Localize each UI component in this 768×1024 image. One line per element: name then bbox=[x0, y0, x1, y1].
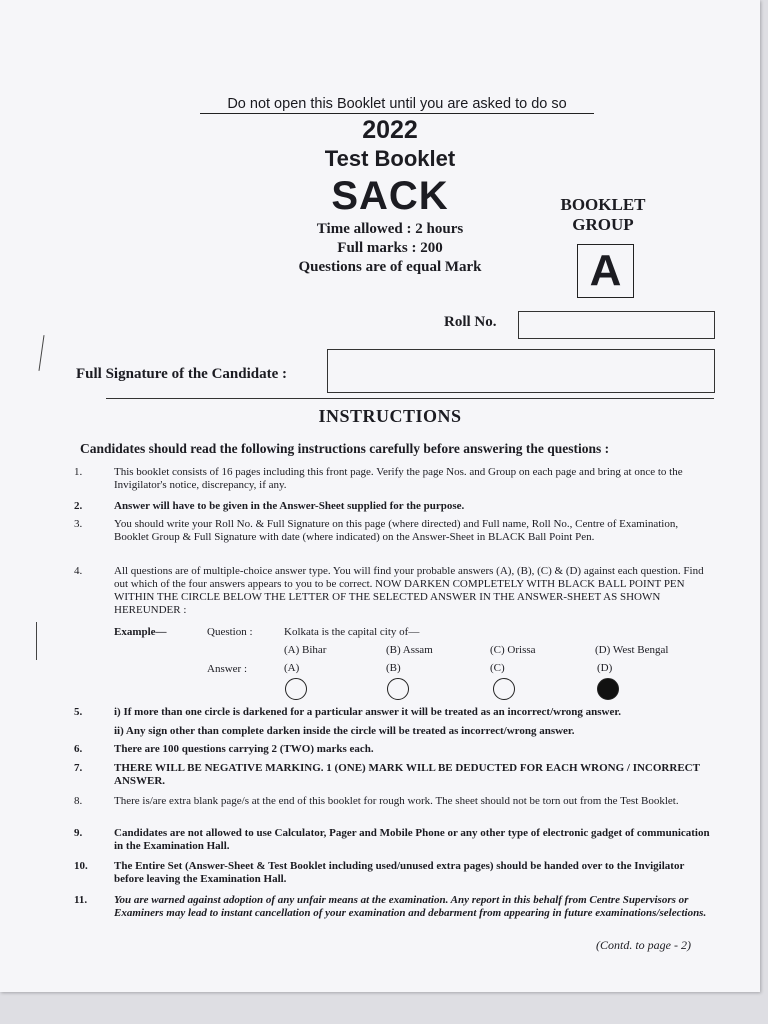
instruction-item bbox=[74, 762, 714, 788]
answer-bubble-empty bbox=[285, 678, 307, 700]
booklet-group-box bbox=[577, 244, 634, 298]
instruction-text: Candidates are not allowed to use Calculator, Pager and Mobile Phone or any other type of electronic gadget of communication in the Examination Hall. bbox=[114, 827, 710, 852]
roll-number-field[interactable] bbox=[518, 311, 715, 339]
example-option: (B) Assam bbox=[386, 644, 433, 656]
signature-label: Full Signature of the Candidate : bbox=[76, 366, 287, 382]
instruction-text bbox=[114, 706, 714, 738]
instruction-number: 3. bbox=[74, 518, 83, 530]
instructions-heading: INSTRUCTIONS bbox=[318, 406, 462, 426]
instruction-item bbox=[74, 565, 714, 617]
instruction-item bbox=[74, 894, 714, 920]
do-not-open-notice: Do not open this Booklet until you are asked to do so bbox=[200, 96, 594, 114]
booklet-code: SACK bbox=[331, 174, 449, 218]
instruction-text: The Entire Set (Answer-Sheet & Test Booklet including used/unused extra pages) should be handed over to the Invigilator before leaving the Examination Hall. bbox=[114, 860, 685, 885]
example-option: (A) Bihar bbox=[284, 644, 327, 656]
example-answer-letter: (C) bbox=[490, 662, 505, 674]
instruction-number: 1. bbox=[74, 466, 83, 478]
instruction-number: 10. bbox=[74, 860, 88, 872]
booklet-group-letter: A bbox=[589, 246, 622, 295]
continued-note: (Contd. to page - 2) bbox=[596, 938, 691, 952]
instruction-item bbox=[74, 860, 714, 886]
booklet-title: Test Booklet bbox=[324, 146, 456, 171]
instruction-text: You should write your Roll No. & Full Signature on this page (where directed) and Full name, Roll No., Centre of Examination, Booklet Group & Full Signature with date (where indicated) on the Answer-Sheet in BLACK Ball Point Pen. bbox=[114, 518, 679, 543]
instruction-text: THERE WILL BE NEGATIVE MARKING. 1 (ONE) MARK WILL BE DEDUCTED FOR EACH WRONG / INCORRECT ANSWER. bbox=[114, 762, 700, 787]
instruction-number: 4. bbox=[74, 565, 83, 577]
instruction-text: Answer will have to be given in the Answer-Sheet supplied for the purpose. bbox=[114, 500, 465, 512]
instruction-text: There is/are extra blank page/s at the end of this booklet for rough work. The sheet should not be torn out from the Test Booklet. bbox=[114, 795, 679, 807]
instruction-text: All questions are of multiple-choice answer type. You will find your probable answers (A), (B), (C) & (D) against each question. Find out which of the four answers appears to you to be correct. NOW DARKEN COMPLETELY WITH BLACK BALL POINT PEN WITHIN THE CIRCLE BELOW THE LETTER OF THE SELECTED ANSWER IN THE ANSWER-SHEET AS SHOWN HEREUNDER : bbox=[114, 565, 704, 616]
time-allowed: Time allowed : 2 hours bbox=[316, 221, 464, 237]
example-answer-label: Answer : bbox=[207, 663, 248, 675]
instruction-item bbox=[74, 500, 714, 513]
instruction-text: You are warned against adoption of any unfair means at the examination. Any report in this behalf from Centre Supervisors or Examiners may lead to instant cancellation of your examination and debarment from appearing in future examinations/selections. bbox=[114, 894, 707, 919]
example-answer-letter: (A) bbox=[284, 662, 300, 674]
booklet-group-label-line1: BOOKLET bbox=[560, 195, 646, 214]
instruction-text: This booklet consists of 16 pages including this front page. Verify the page Nos. and Group on each page and bring at once to the Invigilator's notice, discrepancy, if any. bbox=[114, 466, 683, 491]
instruction-item bbox=[74, 518, 714, 544]
instruction-item bbox=[74, 743, 714, 756]
instruction-text: There are 100 questions carrying 2 (TWO) marks each. bbox=[114, 743, 374, 755]
section-divider bbox=[106, 398, 714, 399]
instruction-item bbox=[74, 827, 714, 853]
example-question-text: Kolkata is the capital city of— bbox=[284, 626, 420, 638]
booklet-group-label bbox=[548, 195, 658, 235]
example-option: (D) West Bengal bbox=[595, 644, 669, 656]
instruction-number: 9. bbox=[74, 827, 83, 839]
signature-field[interactable] bbox=[327, 349, 715, 393]
pen-mark bbox=[36, 622, 37, 660]
instruction-subitem: i) If more than one circle is darkened for a particular answer it will be treated as an incorrect/wrong answer. bbox=[114, 706, 621, 718]
answer-bubble-filled bbox=[597, 678, 619, 700]
instruction-item bbox=[74, 795, 714, 808]
instruction-number: 2. bbox=[74, 500, 83, 512]
instruction-number: 6. bbox=[74, 743, 83, 755]
example-answer-letter: (D) bbox=[597, 662, 613, 674]
instruction-item bbox=[74, 706, 714, 738]
instruction-number: 11. bbox=[74, 894, 88, 906]
instruction-number: 8. bbox=[74, 795, 83, 807]
example-question-label: Question : bbox=[207, 626, 253, 638]
instruction-number: 5. bbox=[74, 706, 83, 718]
example-answer-letter: (B) bbox=[386, 662, 401, 674]
instruction-number: 7. bbox=[74, 762, 83, 774]
questions-note: Questions are of equal Mark bbox=[298, 259, 482, 275]
example-label: Example— bbox=[114, 626, 167, 638]
example-option: (C) Orissa bbox=[490, 644, 536, 656]
instructions-lead: Candidates should read the following instructions carefully before answering the questions : bbox=[80, 441, 610, 456]
booklet-group-label-line2: GROUP bbox=[572, 215, 634, 234]
answer-bubble-empty bbox=[493, 678, 515, 700]
exam-year: 2022 bbox=[362, 116, 418, 144]
answer-bubble-empty bbox=[387, 678, 409, 700]
instruction-item bbox=[74, 466, 714, 492]
roll-number-label: Roll No. bbox=[444, 314, 497, 330]
full-marks: Full marks : 200 bbox=[337, 240, 443, 256]
instruction-subitem: ii) Any sign other than complete darken inside the circle will be treated as incorrect/wrong answer. bbox=[114, 725, 575, 737]
pen-mark bbox=[38, 335, 44, 371]
